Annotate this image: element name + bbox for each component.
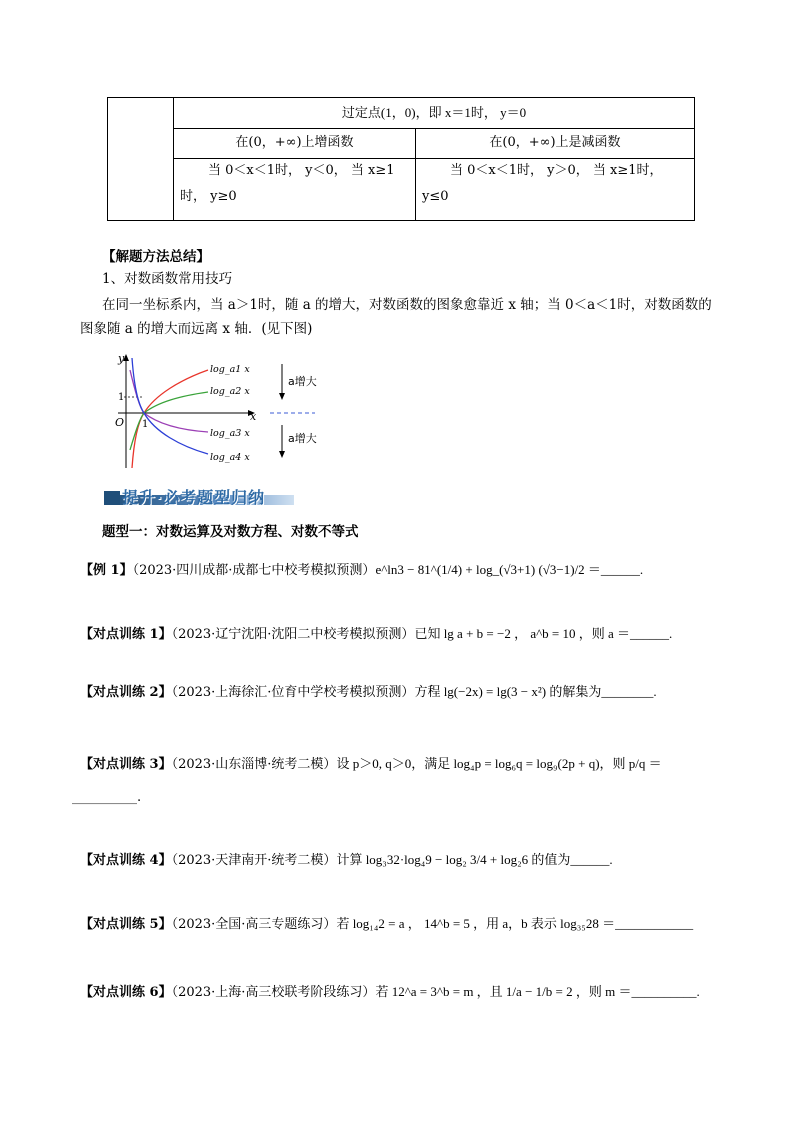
table-divider <box>173 158 694 159</box>
question-text: 已知 lg a + b = −2 ， a^b = 10 ，则 a ＝______. <box>414 626 673 641</box>
question-practice-1 <box>80 622 672 647</box>
table-cell-increasing: 在(0，+∞)上增函数 <box>235 135 354 150</box>
y-one-label: 1 <box>118 392 125 403</box>
section-banner <box>104 485 292 509</box>
question-label: 【对点训练 1】 <box>80 627 172 642</box>
question-practice-2 <box>80 680 657 705</box>
y-axis-label: y <box>118 352 125 365</box>
question-label: 【对点训练 2】 <box>80 685 172 700</box>
summary-paragraph-line2: 图象随 a 的增大而远离 x 轴．(见下图) <box>80 321 313 337</box>
question-text: 设 p＞0, q＞0，满足 log₄p = log₆q = log₉(2p + q)，则 p/q ＝ <box>336 756 662 771</box>
question-source: （2023·天津南开·统考二模） <box>171 853 337 868</box>
curve-label-a4: log_a4 x <box>210 452 250 463</box>
table-cell-right-sign-line1: 当 0＜x＜1时， y＞0， 当 x≥1时， <box>450 163 663 178</box>
question-text: 计算 log₃32·log₄9 − log₂ 3/4 + log₂6 的值为______. <box>336 852 613 867</box>
question-source: （2023·上海徐汇·位育中学校考模拟预测） <box>171 685 415 700</box>
question-source: （2023·山东淄博·统考二模） <box>171 757 337 772</box>
arrow-bottom-label: a增大 <box>288 432 317 445</box>
curve-label-a1: log_a1 x <box>210 364 250 375</box>
question-practice-3 <box>80 752 662 777</box>
table-cell-decreasing: 在(0，+∞)上是减函数 <box>489 135 621 150</box>
question-practice-5 <box>80 912 693 937</box>
table-divider <box>173 128 694 129</box>
log-curves-figure <box>110 350 330 475</box>
question-source: （2023·上海·高三校联考阶段练习） <box>171 985 376 1000</box>
curve-label-a3: log_a3 x <box>210 428 250 439</box>
question-type-title: 题型一：对数运算及对数方程、对数不等式 <box>102 524 359 540</box>
question-practice-6 <box>80 980 700 1005</box>
x-axis-label: x <box>250 410 257 423</box>
question-practice-3-answer-line: __________. <box>72 790 142 805</box>
summary-item-1: 1、对数函数常用技巧 <box>102 271 233 287</box>
question-text: e^ln3 − 81^(1/4) + log_(√3+1) (√3−1)/2 ＝______. <box>375 562 644 577</box>
question-label: 【例 1】 <box>80 563 133 578</box>
banner-tab <box>104 491 120 505</box>
table-cell-fixed-point: 过定点(1，0)，即 x＝1时， y＝0 <box>341 105 527 120</box>
table-cell-left-sign-line2: 时， y≥0 <box>180 189 237 204</box>
question-text: 若 log₁₄2 = a ， 14^b = 5 ，用 a，b 表示 log₃₅28 ＝____________ <box>336 916 694 931</box>
question-label: 【对点训练 5】 <box>80 917 172 932</box>
question-text: 若 12^a = 3^b = m ，且 1/a − 1/b = 2 ，则 m ＝__________. <box>375 984 700 999</box>
properties-table <box>107 97 695 221</box>
origin-label: O <box>115 416 125 429</box>
question-example-1 <box>80 558 643 583</box>
question-source: （2023·辽宁沈阳·沈阳二中校考模拟预测） <box>171 627 415 642</box>
curve-label-a2: log_a2 x <box>210 386 250 397</box>
curve-a4 <box>132 358 208 454</box>
question-label: 【对点训练 3】 <box>80 757 172 772</box>
banner-title: 提升·必考题型归纳 <box>122 488 266 507</box>
summary-paragraph-line1: 在同一坐标系内，当 a＞1时，随 a 的增大，对数函数的图象愈靠近 x 轴；当 0＜a＜1时，对数函数的 <box>102 297 712 313</box>
summary-heading: 【解题方法总结】 <box>102 249 210 265</box>
x-one-label: 1 <box>142 419 149 430</box>
question-source: （2023·全国·高三专题练习） <box>171 917 337 932</box>
arrow-top-label: a增大 <box>288 375 317 388</box>
question-source: （2023·四川成都·成都七中校考模拟预测） <box>132 563 376 578</box>
question-label: 【对点训练 4】 <box>80 853 172 868</box>
question-practice-4 <box>80 848 613 873</box>
question-text: 方程 lg(−2x) = lg(3 − x²) 的解集为________. <box>414 684 657 699</box>
table-cell-left-sign-line1: 当 0＜x＜1时， y＜0， 当 x≥1 <box>208 163 395 178</box>
question-label: 【对点训练 6】 <box>80 985 172 1000</box>
table-cell-right-sign-line2: y≤0 <box>422 189 449 204</box>
